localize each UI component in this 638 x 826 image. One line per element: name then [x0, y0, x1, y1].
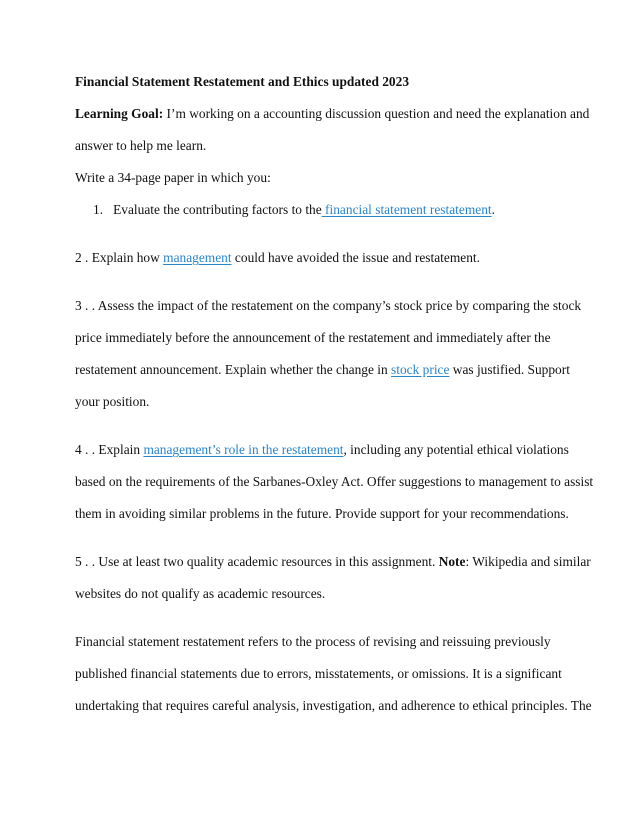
- item-3-text-before: restatement announcement. Explain whether the change in: [75, 362, 392, 377]
- body-line-3: undertaking that requires careful analysis, investigation, and adherence to ethical principles. The: [75, 698, 592, 713]
- item-4-line-1: [75, 442, 569, 458]
- list-item-1-text: Evaluate the contributing factors to the: [113, 202, 322, 217]
- list-item-1: [93, 202, 495, 218]
- item-3-text-after: was justified. Support: [449, 362, 570, 377]
- link-financial-statement-restatement[interactable]: financial statement restatement: [321, 202, 492, 217]
- item-2-text-after: could have avoided the issue and restatement.: [231, 250, 480, 265]
- learning-goal-label: Learning Goal:: [75, 106, 164, 121]
- link-managements-role[interactable]: management’s role in the restatement: [143, 442, 344, 457]
- item-2-text-before: 2 . Explain how: [75, 250, 164, 265]
- item-5-note-label: Note: [438, 554, 466, 569]
- item-3-line-3: [75, 362, 570, 378]
- item-5-text-before: 5 . . Use at least two quality academic resources in this assignment.: [75, 554, 439, 569]
- item-3-line-4: your position.: [75, 394, 150, 409]
- document-title: Financial Statement Restatement and Ethics updated 2023: [75, 74, 410, 89]
- paragraph-item-2: [75, 250, 480, 266]
- item-3-line-2: price immediately before the announcement of the restatement and immediately after the: [75, 330, 551, 345]
- item-3-line-1: 3 . . Assess the impact of the restatement on the company’s stock price by comparing the stock: [75, 298, 582, 313]
- learning-goal-line-1: [75, 106, 589, 122]
- item-5-line-2: websites do not qualify as academic resources.: [75, 586, 326, 601]
- item-5-text-after: : Wikipedia and similar: [465, 554, 591, 569]
- item-4-text-after: , including any potential ethical violations: [343, 442, 569, 457]
- body-line-2: published financial statements due to errors, misstatements, or omissions. It is a significant: [75, 666, 562, 681]
- intro-text: Write a 34-page paper in which you:: [75, 170, 271, 185]
- item-5-line-1: [75, 554, 591, 570]
- item-4-line-3: them in avoiding similar problems in the future. Provide support for your recommendations.: [75, 506, 569, 521]
- item-4-line-2: based on the requirements of the Sarbanes-Oxley Act. Offer suggestions to management to assist: [75, 474, 594, 489]
- item-4-text-before: 4 . . Explain: [75, 442, 144, 457]
- learning-goal-line-2: answer to help me learn.: [75, 138, 207, 153]
- list-item-1-number: 1.: [93, 202, 104, 217]
- list-item-1-period: .: [491, 202, 495, 217]
- link-stock-price[interactable]: stock price: [391, 362, 450, 377]
- learning-goal-text: I’m working on a accounting discussion question and need the explanation and: [163, 106, 590, 121]
- body-line-1: Financial statement restatement refers to the process of revising and reissuing previously: [75, 634, 551, 649]
- link-management[interactable]: management: [163, 250, 232, 265]
